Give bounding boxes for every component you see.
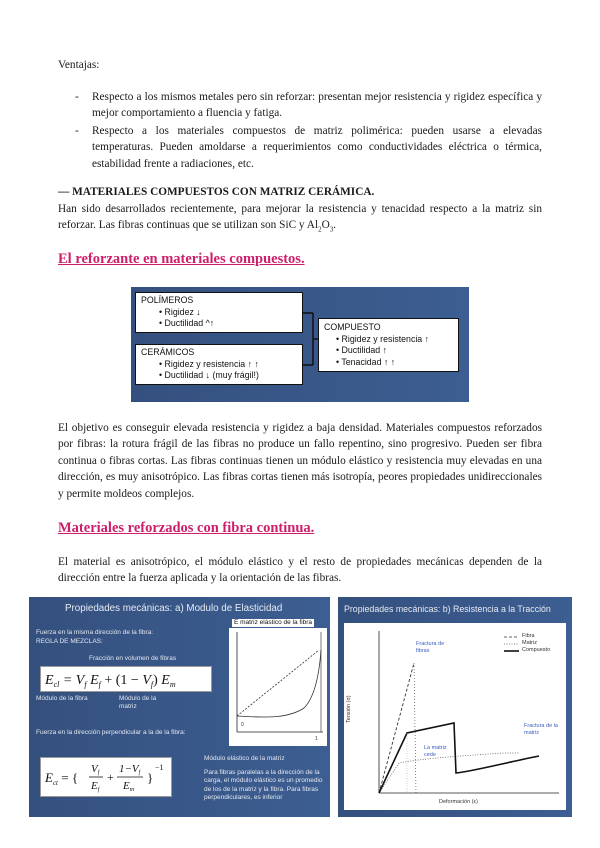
equation-perp-exp: −1 xyxy=(155,763,164,772)
equation-perp-close: } xyxy=(147,770,154,785)
slide-left-text: REGLA DE MEZCLAS: xyxy=(36,638,103,645)
strength-y-label: Tensión (σ) xyxy=(346,695,352,723)
equation-perpendicular xyxy=(41,758,171,796)
ceramicos-item: • Rigidez y resistencia ↑ ↑ xyxy=(159,358,259,369)
equation-perp-lhs: $E_{ct}$ = { xyxy=(45,770,79,787)
slide-right-title: Propiedades mecánicas: b) Resistencia a la Tracción xyxy=(344,604,551,614)
slide-left-text: Módulo de la fibra xyxy=(36,695,88,702)
compuesto-box xyxy=(318,318,459,372)
annotation-matriz-cede: La matriz cede xyxy=(424,745,447,758)
modulus-graph xyxy=(229,628,327,746)
section-title-fibra-continua: Materiales reforzados con fibra continua. xyxy=(58,520,315,536)
legend-item: Fibra xyxy=(522,633,535,639)
polimeros-item: • Rigidez ↓ xyxy=(159,306,201,317)
compuesto-item: • Ductilidad ↑ xyxy=(336,345,387,355)
equation-perp-plus: + xyxy=(107,770,114,784)
slide-left-text: Fuerza en la dirección perpendicular a la de la fibra: xyxy=(36,729,186,736)
modulus-tick-1: 1 xyxy=(315,736,318,742)
reforzante-diagram xyxy=(131,287,469,402)
ventajas-label: Ventajas: xyxy=(58,59,100,71)
slide-left-text: Fuerza en la misma dirección de la fibra: xyxy=(36,629,154,636)
equation-box-perpendicular xyxy=(40,757,172,797)
legend-item: Matriz xyxy=(522,640,537,646)
polimeros-title: POLÍMEROS xyxy=(141,295,194,305)
strength-graph xyxy=(344,623,566,810)
slide-left-title: Propiedades mecánicas: a) Modulo de Elasticidad xyxy=(65,603,283,614)
ceramicos-title: CERÁMICOS xyxy=(141,347,195,357)
ceramicos-item: • Ductilidad ↓ (muy frágil!) xyxy=(159,370,259,380)
polimeros-item: • Ductilidad ^↑ xyxy=(159,318,215,328)
compuesto-item: • Rigidez y resistencia ↑ xyxy=(336,333,430,344)
equation-perp-num1: Vf xyxy=(91,763,100,776)
equation-parallel-text: $E_{cl} = V_f$ $E_f + (1 - V_f)$ $E_m$ xyxy=(45,673,176,689)
equation-box-parallel xyxy=(40,666,212,692)
strength-legend xyxy=(522,633,550,654)
modulus-graph-title: E matriz elástico de la fibra xyxy=(234,619,313,626)
matriz-curve xyxy=(379,753,519,793)
fibra-continua-paragraph: El material es anisotrópico, el módulo elástico y el resto de propiedades mecánicas dependen de la dirección entre la fuerza aplicada y la orientación de las fibras. xyxy=(58,556,542,585)
section-title-reforzante: El reforzante en materiales compuestos. xyxy=(58,251,305,267)
annotation-fractura-fibras: Fractura de fibras xyxy=(416,641,445,654)
modulus-tick-0: 0 xyxy=(241,722,244,728)
annotation-fractura-matriz: Fractura de la matriz xyxy=(524,723,558,736)
equation-perp-num2: 1−Vf xyxy=(119,763,141,776)
compuesto-curve xyxy=(379,723,539,793)
ventajas-bullet-2: - Respecto a los materiales compuestos de matriz polimérica: pueden usarse a elevadas temperaturas. Pueden amoldarse a requerimientos como conductividades eléctrica o térmica, estabilidad frente a radiaciones, etc. xyxy=(75,125,542,170)
fibra-fracture-line xyxy=(414,663,416,793)
modulus-graph-caption: Módulo elástico de la matriz xyxy=(204,755,285,762)
equation-parallel xyxy=(41,667,211,691)
slide-resistencia-traccion xyxy=(338,597,572,817)
modulus-line-parallel xyxy=(237,650,319,716)
slide-modulo-elasticidad xyxy=(29,597,330,817)
equation-perp-den2: Em xyxy=(123,780,135,793)
modulus-line-perpendicular xyxy=(237,650,321,717)
ceramica-paragraph: Han sido desarrollados recientemente, para mejorar la resistencia y tenacidad respecto a la matriz sin reforzar. Las fibras continuas que se utilizan son SiC y $Al_2O_3$. xyxy=(58,203,542,234)
slide-left-bottom-text: Para fibras paralelas a la dirección de la carga, el módulo elástico es un promedio de los de la matriz y la fibra. Para fibras perpendiculares, es inferior xyxy=(204,769,323,802)
ceramica-heading: — MATERIALES COMPUESTOS CON MATRIZ CERÁMICA. xyxy=(58,186,375,198)
fibra-curve xyxy=(379,663,414,793)
compuesto-item: • Tenacidad ↑ ↑ xyxy=(336,356,396,367)
polimeros-box xyxy=(135,292,303,333)
reforzante-paragraph: El objetivo es conseguir elevada resistencia y rigidez a baja densidad. Materiales compuestos reforzados por fibras: la rotura frágil de las fibras no produce un fallo repentino, sino progresivo. Pueden ser fibra continua o fibras cortas. Las fibras continuas tienen un módulo elástico y resistencia muy elevadas en una dirección, es muy anisotrópico. Las fibras cortas tienen más isotropía, peores propiedades unidireccionales y permite moldeos complejos. xyxy=(58,422,542,500)
ventajas-bullet-1: - Respecto a los mismos metales pero sin reforzar: presentan mejor resistencia y rigidez específica y mejor comportamiento a fluencia y fatiga. xyxy=(75,91,542,120)
legend-item: Compuesto xyxy=(522,647,551,653)
compuesto-title: COMPUESTO xyxy=(324,322,381,332)
slide-left-text: Módulo de la matriz xyxy=(119,695,157,711)
ceramicos-box xyxy=(135,344,303,385)
slide-left-text: Fracción en volumen de fibras xyxy=(89,655,177,662)
equation-perp-den1: Ef xyxy=(91,780,100,793)
modulus-graph-svg xyxy=(229,628,327,746)
strength-x-label: Deformación (ε) xyxy=(439,799,478,805)
